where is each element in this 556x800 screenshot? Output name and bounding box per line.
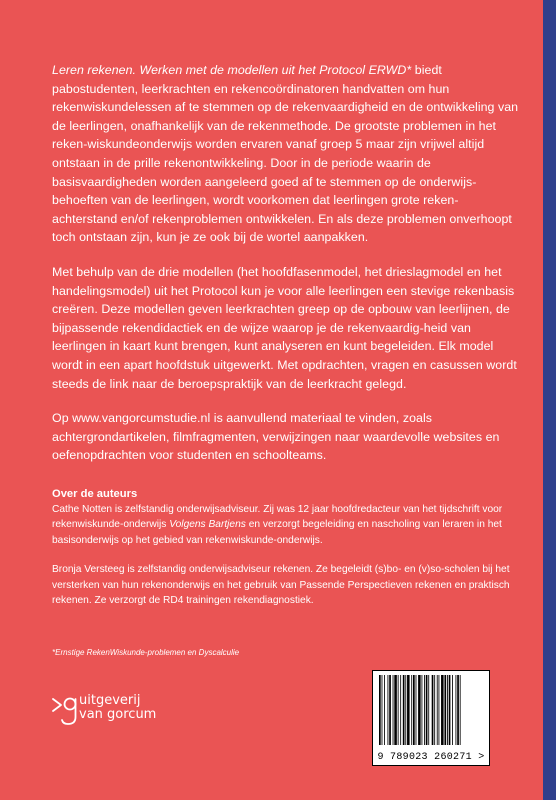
models-paragraph: Met behulp van de drie modellen (het hoofdfasenmodel, het drieslagmodel en het handelingsmodel) uit het Protocol kun je voor alle leerlingen een stevige rekenbasis creëren. Deze modellen geven leerkrachten greep op de opbouw van leerlijnen, de bijpassende rekendidactiek en de wijze waarop je de rekenvaardig-heid van leerlingen in kaart kunt brengen, kunt analyseren en kunt begeleiden. Elk model wordt in een apart hoofdstuk uitgewerkt. Met opdrachten, vragen en casussen wordt steeds de link naar de beroepspraktijk van de leerkracht gelegd. [52, 264, 517, 391]
back-cover-text [52, 61, 520, 481]
intro-text: biedt pabostudenten, leerkrachten en rekencoördinatoren handvatten om hun rekenwiskundelessen af te stemmen op de rekenvaardigheid en de ontwikkeling van de leerlingen, onafhankelijk van de rekenmethode. De grootste problemen in het reken-wiskundeonderwijs worden ervaren vanaf groep 5 maar zijn vrijwel altijd ontstaan in de prille rekenontwikkeling. Door in de periode waarin de basisvaardigheden worden aangeleerd goed af te stemmen op de onderwijs-behoeften van de leerlingen, wordt voorkomen dat leerlingen grote reken-achterstand en/of rekenproblemen ontwikkelen. En als deze problemen onverhoopt toch ontstaan zijn, kun je ze ook bij de wortel aanpakken. [52, 63, 519, 245]
bio1-start: Cathe Notten is zelfstandig onderwijsadviseur. Zij was 12 jaar hoofdredacteur van het tijdschrift voor rekenwiskunde-onderwijs [52, 504, 503, 531]
website-paragraph: Op www.vangorcumstudie.nl is aanvullend materiaal te vinden, zoals achtergrondartikelen, filmfragmenten, verwijzingen naar waardevolle websites en oefenopdrachten voor studenten en schoolteams. [52, 411, 500, 463]
author-bio-notten [52, 502, 520, 548]
publisher-line1: uitgeverij [79, 693, 141, 708]
bio1-end: en verzorgt begeleiding en nascholing van leraren in het basisonderwijs op het gebied van rekenwiskunde-onderwijs. [52, 519, 502, 546]
bio1-magazine: Volgens Bartjens [169, 519, 246, 531]
publisher-name [79, 694, 156, 722]
author-bio-versteeg: Bronja Versteeg is zelfstandig onderwijsadviseur rekenen. Ze begeleidt (s)bo- en (v)so-scholen bij het versterken van hun rekenonderwijs en het gebruik van Passende Perspectieven rekenen en praktisch rekenen. Ze verzorgt de RD4 trainingen rekendiagnostiek. [52, 564, 510, 607]
isbn-number: 9 789023 260271 > [377, 752, 485, 763]
barcode-bars [377, 675, 485, 747]
book-title: Leren rekenen. Werken met de modellen uit het Protocol ERWD* [52, 63, 412, 77]
book-spine [543, 0, 556, 800]
publisher-logo [52, 693, 222, 743]
publisher-line2: van gorcum [79, 707, 157, 722]
authors-section [52, 487, 520, 622]
van-gorcum-logo-mark [52, 693, 78, 727]
footnote: *Ernstige RekenWiskunde-problemen en Dyscalculie [52, 648, 240, 657]
isbn-barcode [372, 670, 490, 766]
intro-paragraph [52, 61, 520, 247]
authors-heading: Over de auteurs [52, 488, 138, 500]
